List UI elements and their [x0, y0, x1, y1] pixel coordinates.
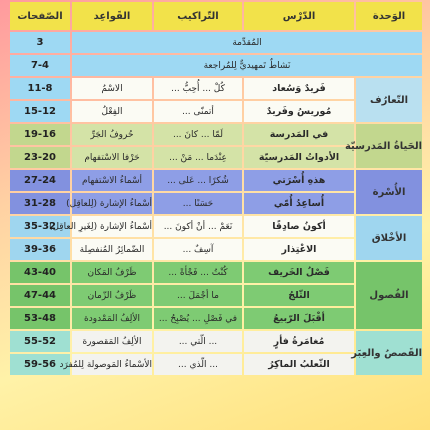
structure-cell: عِنْدَما ... مَنْ ...: [154, 147, 242, 168]
rule-cell: أسْماءُ الاسْتفهام: [72, 170, 152, 191]
pages-cell: 53-48: [10, 308, 70, 329]
rule-cell: ظَرْفُ المَكان: [72, 262, 152, 283]
table-row: [10, 331, 422, 352]
intro-title: نَشاطٌ تَمهيديٌّ لِلمُراجعة: [72, 55, 422, 76]
rule-cell: الألِفُ المَقصورة: [72, 331, 152, 352]
structure-cell: كُلْ ... أُحِبُّ ...: [154, 78, 242, 99]
pages-cell: 19-16: [10, 124, 70, 145]
contents-table: [8, 0, 424, 377]
structure-cell: ... الّتي ...: [154, 331, 242, 352]
lesson-cell: الثّعلبُ الماكِرُ: [244, 354, 354, 375]
rules-header: القَواعِد: [72, 2, 152, 30]
pages-cell: 11-8: [10, 78, 70, 99]
header-row: [10, 2, 422, 30]
lesson-cell: فَريدٌ وَسُعاد: [244, 78, 354, 99]
lesson-cell: في المَدرسة: [244, 124, 354, 145]
intro-pages: 7-4: [10, 55, 70, 76]
lesson-cell: أُساعِدُ أُمّي: [244, 193, 354, 214]
pages-cell: 43-40: [10, 262, 70, 283]
structures-header: التّراكيب: [154, 2, 242, 30]
rule-cell: أسْماءُ الإشارة (لِغَيرِ العاقِل): [72, 216, 152, 237]
structure-cell: ... الّذي ...: [154, 354, 242, 375]
structure-cell: أتمنّى ...: [154, 101, 242, 122]
pages-cell: 35-32: [10, 216, 70, 237]
table-of-contents-page: [8, 0, 422, 430]
pages-cell: 39-36: [10, 239, 70, 260]
rule-cell: الفِعْلُ: [72, 101, 152, 122]
pages-cell: 31-28: [10, 193, 70, 214]
structure-cell: ما أجْمَلَ ...: [154, 285, 242, 306]
structure-cell: آسِفٌ ...: [154, 239, 242, 260]
pages-cell: 23-20: [10, 147, 70, 168]
unit-name: القَصصُ والعِبَر: [356, 331, 422, 375]
intro-row: [10, 55, 422, 76]
structure-cell: نَعَمْ ... أنْ أكونَ ...: [154, 216, 242, 237]
rule-cell: الضّمائِرُ المُنفصِلة: [72, 239, 152, 260]
intro-title: المُقدِّمة: [72, 32, 422, 53]
lesson-header: الدّرْس: [244, 2, 354, 30]
pages-cell: 47-44: [10, 285, 70, 306]
structure-cell: حَسَنًا ...: [154, 193, 242, 214]
structure-cell: شُكرًا ... عَلى ...: [154, 170, 242, 191]
pages-cell: 59-56: [10, 354, 70, 375]
rule-cell: الألِفُ المَمْدودة: [72, 308, 152, 329]
table-row: [10, 262, 422, 283]
lesson-cell: مُغامَرةُ فأرٍ: [244, 331, 354, 352]
structure-cell: كُنْتُ ... فَجْأةً ...: [154, 262, 242, 283]
structure-cell: في فَصْلِ ... يُصْبِحُ ...: [154, 308, 242, 329]
rule-cell: الاسْمُ: [72, 78, 152, 99]
intro-row: [10, 32, 422, 53]
lesson-cell: الأدواتُ المَدرسيّة: [244, 147, 354, 168]
lesson-cell: مُوريسُ وفَريدٌ: [244, 101, 354, 122]
table-row: [10, 170, 422, 191]
rule-cell: الأسْماءُ المَوصولة لِلمُفرَد: [72, 354, 152, 375]
structure-cell: لَمّا ... كانَ ...: [154, 124, 242, 145]
rule-cell: حُروفُ الجَرِّ: [72, 124, 152, 145]
pages-cell: 15-12: [10, 101, 70, 122]
lesson-cell: هذهِ أُسْرَتي: [244, 170, 354, 191]
table-row: [10, 216, 422, 237]
lesson-cell: أكونُ صادِقًا: [244, 216, 354, 237]
unit-name: الفُصول: [356, 262, 422, 329]
pages-cell: 27-24: [10, 170, 70, 191]
unit-name: الأخْلاق: [356, 216, 422, 260]
pages-header: الصّفحات: [10, 2, 70, 30]
lesson-cell: أقْبَلَ الرّبيعُ: [244, 308, 354, 329]
unit-name: الحَياةُ المَدرسيّة: [356, 124, 422, 168]
unit-name: الأُسْرة: [356, 170, 422, 214]
table-row: [10, 78, 422, 99]
lesson-cell: الثّلجُ: [244, 285, 354, 306]
unit-name: التّعارُف: [356, 78, 422, 122]
rule-cell: أسْماءُ الإشارة (لِلعاقِل): [72, 193, 152, 214]
rule-cell: ظَرْفُ الزّمان: [72, 285, 152, 306]
intro-pages: 3: [10, 32, 70, 53]
rule-cell: حَرْفا الاسْتفهام: [72, 147, 152, 168]
lesson-cell: فَصْلُ الخَريف: [244, 262, 354, 283]
pages-cell: 55-52: [10, 331, 70, 352]
table-row: [10, 124, 422, 145]
unit-header: الوَحدة: [356, 2, 422, 30]
lesson-cell: الاعْتِذار: [244, 239, 354, 260]
